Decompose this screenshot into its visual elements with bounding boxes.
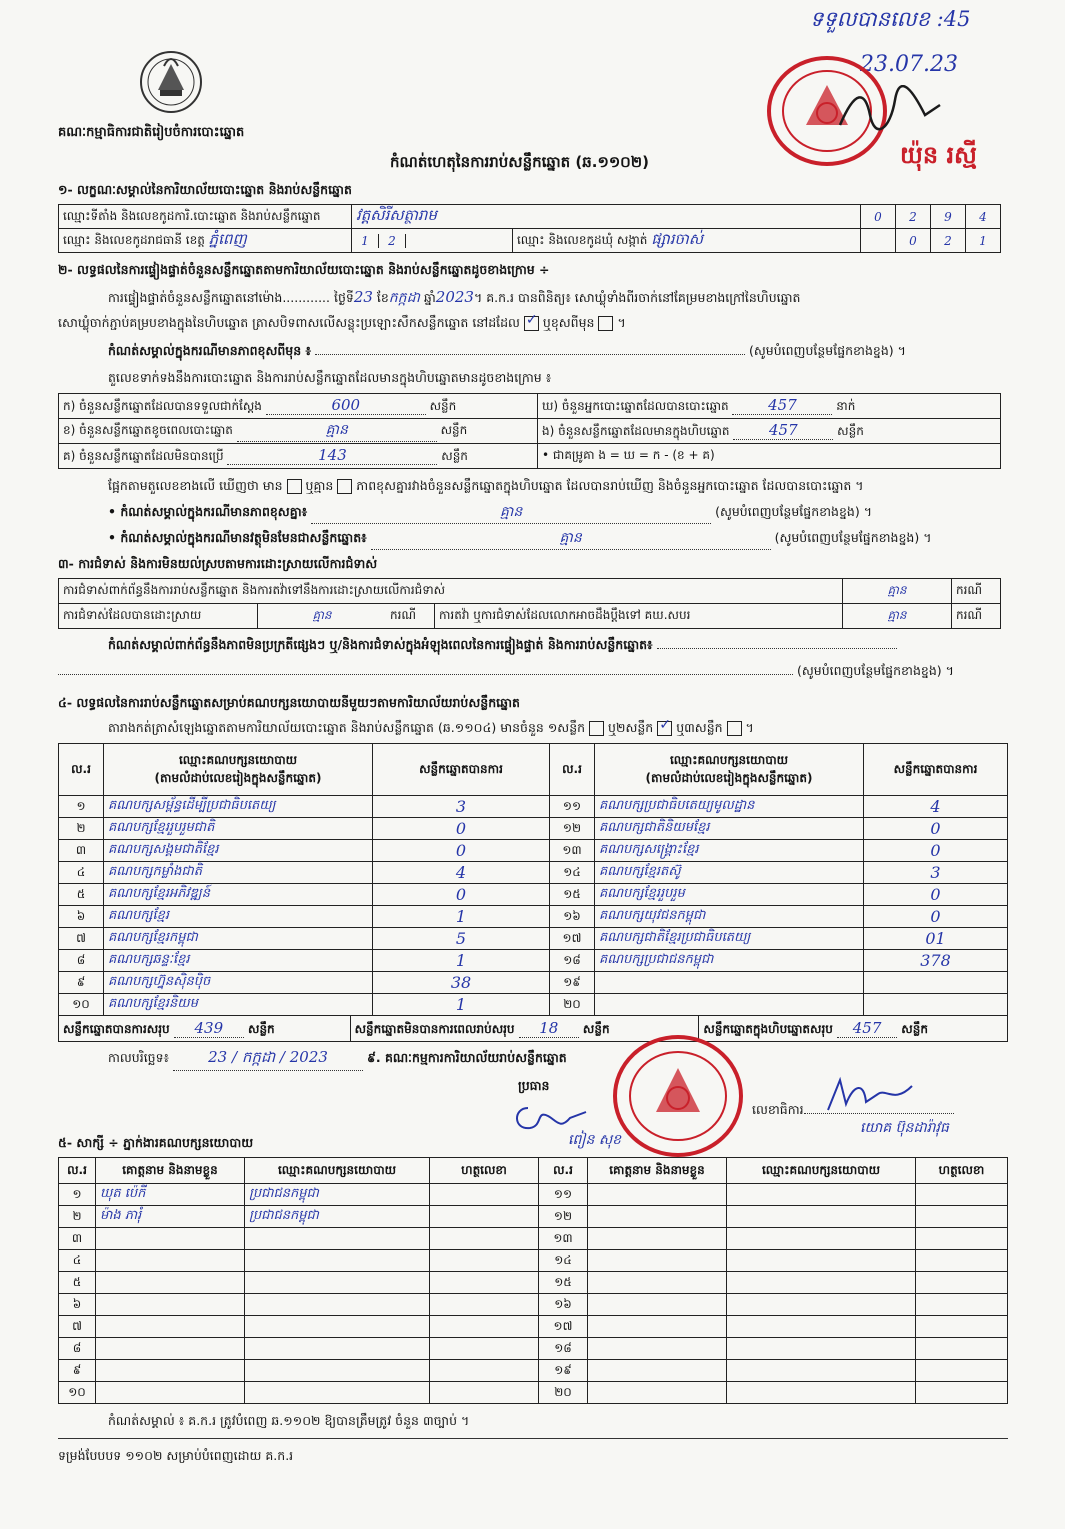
witness-name <box>588 1272 727 1294</box>
committee-red-seal <box>612 1034 744 1158</box>
witness-name <box>96 1228 245 1250</box>
witness-party <box>727 1360 916 1382</box>
witness-name <box>588 1294 727 1316</box>
witness-signature <box>430 1338 539 1360</box>
party-votes: 3 <box>373 796 550 818</box>
witness-row <box>59 1250 1008 1272</box>
one-sheet-checkbox[interactable] <box>589 721 604 736</box>
witness-signature <box>916 1206 1008 1228</box>
witness-signature <box>430 1382 539 1404</box>
party-number: ១១ <box>550 796 595 818</box>
party-name: គណបក្សសង្គ្រោះខ្មែរ <box>595 840 864 862</box>
party-votes: 3 <box>864 862 1008 884</box>
discrepancy-note-value: គ្មាន <box>311 502 711 524</box>
discrepancy-line: ផ្អែកតាមតួលេខខាងលើ ឃើញថា មាន ឬគ្មាន ភាពខុសគ្នារវាងចំនួនសន្លឹកឆ្នោតក្នុងហិបឆ្នោត ដែលបានរាប់ឃើញ និងចំនួនអ្នកបោះឆ្នោត ដែលបានបោះឆ្នោត ។ <box>108 478 864 493</box>
witness-signature <box>916 1184 1008 1206</box>
figures-intro: តួលេខទាក់ទងនឹងការបោះឆ្នោត និងការរាប់សន្លឹកឆ្នោតដែលមានក្នុងហិបឆ្នោតមានដូចខាងក្រោម ៖ <box>108 370 552 385</box>
party-votes: 1 <box>373 994 550 1016</box>
party-name: គណបក្សយុវជនកម្ពុជា <box>595 906 864 928</box>
objection-label: ការជំទាស់ពាក់ព័ន្ធនឹងការរាប់សន្លឹកឆ្នោត និងការតវ៉ាទៅនឹងការដោះស្រាយលើការជំទាស់ <box>59 579 843 604</box>
section1-heading: ១- លក្ខណៈសម្គាល់នៃការិយាល័យបោះឆ្នោត និងរាប់សន្លឹកឆ្នោត <box>58 182 352 197</box>
witness-name <box>588 1338 727 1360</box>
result-row <box>59 928 1008 950</box>
nec-emblem-icon <box>138 46 204 116</box>
witness-row <box>59 1272 1008 1294</box>
party-name: គណបក្សប្រជាជនកម្ពុជា <box>595 950 864 972</box>
witness-number: ១៤ <box>539 1250 588 1272</box>
unused-ballots-value: 143 <box>227 446 437 465</box>
witness-row <box>59 1228 1008 1250</box>
witness-party <box>727 1184 916 1206</box>
secretary-line: លេខាធិការ <box>752 1102 954 1121</box>
witness-number: ១២ <box>539 1206 588 1228</box>
witness-name <box>588 1316 727 1338</box>
witness-signature <box>916 1272 1008 1294</box>
party-votes: 0 <box>373 818 550 840</box>
witness-table: ល.រ គោត្តនាម និងនាមខ្លួន ឈ្មោះគណបក្សនយោបាយ ហត្ថលេខា ល.រ គោត្តនាម និងនាមខ្លួន ឈ្មោះគណបក្សនយោបាយ ហត្ថលេខា ១ ឃុត ប៉េកី ប្រជាជនកម្ពុជា ១១ ២ ម៉ាង ភារុំ ប្រជាជនកម្ពុជា ១២ ៣ ១៣ ៤ ១៤ ៥ ១៥ ៦ ១៦ ៧ ១៧ ៨ ១៨ ៩ ១៩ ១០ ២០ <box>58 1157 1008 1404</box>
party-votes: 0 <box>864 840 1008 862</box>
resolved-objection-value: គ្មាន <box>258 604 387 629</box>
party-number: ៨ <box>59 950 104 972</box>
received-note: ទទួលបានលេខ :45 <box>810 7 971 31</box>
witness-party: ប្រជាជនកម្ពុជា <box>245 1184 430 1206</box>
witness-party <box>245 1228 430 1250</box>
results-table: ល.រ ឈ្មោះគណបក្សនយោបាយ (តាមលំដាប់លេខរៀងក្នុងសន្លឹកឆ្នោត) សន្លឹកឆ្នោតបានការ ល.រ ឈ្មោះគណបក្សនយោបាយ (តាមលំដាប់លេខរៀងក្នុងសន្លឹកឆ្នោត) សន្លឹកឆ្នោតបានការ ១ គណបក្សសម្ព័ន្ធដើម្បីប្រជាធិបតេយ្យ 3 ១១ គណបក្សប្រជាធិបតេយ្យមូលដ្ឋាន 4 ២ គណបក្សខ្មែររួបរួមជាតិ 0 ១២ គណបក្សជាតិនិយមខ្មែរ 0 ៣ គណបក្សសង្គមជាតិខ្មែរ 0 ១៣ គណបក្សសង្គ្រោះខ្មែរ 0 ៤ គណបក្សកម្លាំងជាតិ 4 ១៤ គណបក្សខ្មែរតស៊ូ 3 ៥ គណបក្សខ្មែរអភិវឌ្ឍន៍ 0 ១៥ គណបក្សខ្មែររួបរួម 0 ៦ គណបក្សខ្មែរ 1 ១៦ គណបក្សយុវជនកម្ពុជា 0 ៧ គណបក្សខ្មែរកម្ពុជា 5 ១៧ គណបក្សជាតិខ្មែរប្រជាធិបតេយ្យ 01 ៨ គណបក្សឆន្ទៈខ្មែរ 1 ១៨ គណបក្សប្រជាជនកម្ពុជា 378 ៩ គណបក្សហ្វ៊ុនស៊ិនប៉ិច 38 ១៩ ១០ គណបក្សខ្មែរនិយម 1 ២០ <box>58 743 1008 1016</box>
result-row <box>59 906 1008 928</box>
party-name: គណបក្សសង្គមជាតិខ្មែរ <box>104 840 373 862</box>
witness-party <box>245 1338 430 1360</box>
witness-number: ១៣ <box>539 1228 588 1250</box>
witness-name: ម៉ាង ភារុំ <box>96 1206 245 1228</box>
verify-day: 23 <box>353 288 373 306</box>
result-row <box>59 972 1008 994</box>
party-number: ៣ <box>59 840 104 862</box>
total-in-box-value: 457 <box>837 1019 897 1038</box>
party-number: ៥ <box>59 884 104 906</box>
party-votes <box>864 972 1008 994</box>
seal-intact-checkbox[interactable] <box>524 316 539 331</box>
party-votes: 1 <box>373 950 550 972</box>
party-number: ១ <box>59 796 104 818</box>
witness-number: ៤ <box>59 1250 96 1272</box>
party-number: ១៧ <box>550 928 595 950</box>
witness-party <box>727 1382 916 1404</box>
location-code-4: 4 <box>966 205 1001 229</box>
form-footer: ទម្រង់បែបបទ ១១០២ សម្រាប់បំពេញដោយ គ.ក.រ <box>58 1448 294 1463</box>
receiver-signature <box>835 85 945 135</box>
party-votes: 0 <box>864 906 1008 928</box>
witness-row <box>59 1316 1008 1338</box>
witness-name <box>588 1206 727 1228</box>
voters-value: 457 <box>732 396 832 415</box>
witness-signature <box>430 1184 539 1206</box>
witness-name <box>96 1250 245 1272</box>
party-number: ១៤ <box>550 862 595 884</box>
party-votes: 01 <box>864 928 1008 950</box>
box-ballots-row: ង) ចំនួនសន្លឹកឆ្នោតដែលមានក្នុងហិបឆ្នោត 457 សន្លឹក <box>538 419 1001 444</box>
result-row <box>59 994 1008 1016</box>
witness-party <box>245 1360 430 1382</box>
party-name: គណបក្សប្រជាធិបតេយ្យមូលដ្ឋាន <box>595 796 864 818</box>
province-code-2: 2 <box>379 234 406 248</box>
party-name: គណបក្សខ្មែររួបរួម <box>595 884 864 906</box>
party-name <box>595 972 864 994</box>
section2-heading: ២- លទ្ធផលនៃការផ្ទៀងផ្ទាត់ចំនួនសន្លឹកឆ្នោតតាមការិយាល័យបោះឆ្នោត និងរាប់សន្លឹកឆ្នោតដូចខាងក្រោម ÷ <box>58 262 550 277</box>
difference-note: កំណត់សម្គាល់ក្នុងករណីមានភាពខុសពីមុន ៖ (សូមបំពេញបន្ថែមផ្នែកខាងខ្នង) ។ <box>108 343 906 358</box>
appeal-value: គ្មាន <box>843 604 952 629</box>
box-ballots-value: 457 <box>733 421 833 440</box>
witness-number: ១៦ <box>539 1294 588 1316</box>
party-number: ៩ <box>59 972 104 994</box>
witness-number: ៩ <box>59 1360 96 1382</box>
witness-name <box>588 1184 727 1206</box>
commune-value: ផ្សារចាស់ <box>651 229 704 248</box>
total-valid: សន្លឹកឆ្នោតបានការសរុប 439 សន្លឹក <box>59 1016 351 1042</box>
party-number: ៧ <box>59 928 104 950</box>
irregularity-note-suffix: (សូមបំពេញបន្ថែមផ្នែកខាងខ្នង) ។ <box>796 663 954 678</box>
party-votes <box>864 994 1008 1016</box>
foreign-object-value: គ្មាន <box>371 528 771 550</box>
total-valid-value: 439 <box>174 1019 244 1038</box>
witness-signature <box>916 1228 1008 1250</box>
total-in-box: សន្លឹកឆ្នោតក្នុងហិបឆ្នោតសរុប 457 សន្លឹក <box>699 1016 1008 1042</box>
location-code-2: 2 <box>896 205 931 229</box>
witness-number: ៥ <box>59 1272 96 1294</box>
party-name: គណបក្សខ្មែររួបរួមជាតិ <box>104 818 373 840</box>
province-value: ភ្នំពេញ <box>208 229 247 248</box>
location-code-3: 9 <box>931 205 966 229</box>
party-votes: 4 <box>373 862 550 884</box>
province-label: ឈ្មោះ និងលេខកូដរាជធានី ខេត្ត ភ្នំពេញ <box>59 229 352 253</box>
witness-party <box>727 1316 916 1338</box>
party-votes: 0 <box>373 884 550 906</box>
witness-name <box>96 1360 245 1382</box>
chair-label: ប្រធាន <box>518 1078 550 1093</box>
witness-number: ១៧ <box>539 1316 588 1338</box>
party-name: គណបក្សខ្មែរ <box>104 906 373 928</box>
chair-name: ពៀន សុខ <box>568 1132 622 1148</box>
spoiled-ballots-row: ខ) ចំនួនសន្លឹកឆ្នោតខូចពេលបោះឆ្នោត គ្មាន សន្លឹក <box>59 419 538 444</box>
province-code-1: 1 <box>352 234 379 248</box>
witness-number: ២ <box>59 1206 96 1228</box>
result-row <box>59 840 1008 862</box>
section4-heading: ៤- លទ្ធផលនៃការរាប់សន្លឹកឆ្នោតសម្រាប់គណបក្សនយោបាយនីមួយៗតាមការិយាល័យរាប់សន្លឹកឆ្នោត <box>58 695 520 710</box>
section3-heading: ៣- ការជំទាស់ និងការមិនយល់ស្របតាមការដោះស្រាយលើការជំទាស់ <box>58 556 378 571</box>
party-name: គណបក្សជាតិនិយមខ្មែរ <box>595 818 864 840</box>
witness-party <box>727 1228 916 1250</box>
party-number: ៦ <box>59 906 104 928</box>
witness-signature <box>430 1250 539 1272</box>
witness-name <box>588 1360 727 1382</box>
witness-signature <box>916 1250 1008 1272</box>
party-number: ១២ <box>550 818 595 840</box>
witness-party: ប្រជាជនកម្ពុជា <box>245 1206 430 1228</box>
witness-signature <box>430 1228 539 1250</box>
committee-name: គណៈកម្មាធិការជាតិរៀបចំការបោះឆ្នោត <box>58 125 245 140</box>
secretary-name: យោគ ប៊ុនដារ៉ាវុធ <box>860 1120 949 1136</box>
witness-row <box>59 1338 1008 1360</box>
party-name: គណបក្សហ្វ៊ុនស៊ិនប៉ិច <box>104 972 373 994</box>
sheet-count-line: តារាងកត់ត្រាសំឡេងឆ្នោតតាមការិយាល័យបោះឆ្នោត និងរាប់សន្លឹកឆ្នោត (ឆ.១១០៤) មានចំនួន ១សន្លឹក ឬ២សន្លឹក ✓ ឬ៣សន្លឹក ។ <box>108 720 754 739</box>
section1-table <box>58 204 1001 253</box>
party-number: ១៥ <box>550 884 595 906</box>
discrepancy-yes-checkbox[interactable] <box>287 479 302 494</box>
witness-name: ឃុត ប៉េកី <box>96 1184 245 1206</box>
witness-name <box>96 1294 245 1316</box>
witness-number: ១៩ <box>539 1360 588 1382</box>
witness-number: ១០ <box>59 1382 96 1404</box>
resolved-objection-label: ការជំទាស់ដែលបានដោះស្រាយ <box>59 604 258 629</box>
voters-row: ឃ) ចំនួនអ្នកបោះឆ្នោតដែលបានបោះឆ្នោត 457 នាក់ <box>538 394 1001 419</box>
witness-party <box>245 1272 430 1294</box>
party-name: គណបក្សខ្មែរអភិវឌ្ឍន៍ <box>104 884 373 906</box>
witness-number: ៧ <box>59 1316 96 1338</box>
foreign-object-note: • កំណត់សម្គាល់ក្នុងករណីមានវត្ថុមិនមែនជាសន្លឹកឆ្នោត៖ គ្មាន (សូមបំពេញបន្ថែមផ្នែកខាងខ្នង) ។ <box>108 528 931 550</box>
result-row <box>59 950 1008 972</box>
commune-code-2: 2 <box>931 229 966 253</box>
appeal-label: ការតវ៉ា ឬការជំទាស់ដែលលោកអាចដឹងប្ដឹងទៅ គឃ.សបរ <box>435 604 843 629</box>
party-name: គណបក្សឆន្ទៈខ្មែរ <box>104 950 373 972</box>
party-name: គណបក្សខ្មែរតស៊ូ <box>595 862 864 884</box>
witness-name <box>96 1272 245 1294</box>
commune-code-3: 1 <box>966 229 1001 253</box>
party-name: គណបក្សខ្មែរកម្ពុជា <box>104 928 373 950</box>
party-number: ១៨ <box>550 950 595 972</box>
irregularity-note: កំណត់សម្គាល់ពាក់ព័ន្ធនឹងភាពមិនប្រក្រតីផ្សេងៗ ឬ/និងការជំទាស់ក្នុងអំឡុងពេលនៃការផ្ទៀងផ្ទាត់ និងការរាប់សន្លឹកឆ្នោត៖ <box>108 637 897 656</box>
party-votes: 38 <box>373 972 550 994</box>
witness-signature <box>916 1316 1008 1338</box>
location-label: ឈ្មោះទីតាំង និងលេខកូដការិ.បោះឆ្នោត និងរាប់សន្លឹកឆ្នោត <box>59 205 352 229</box>
party-votes: 1 <box>373 906 550 928</box>
witness-signature <box>916 1338 1008 1360</box>
witness-number: ២០ <box>539 1382 588 1404</box>
result-row <box>59 818 1008 840</box>
party-votes: 0 <box>864 818 1008 840</box>
party-votes: 378 <box>864 950 1008 972</box>
party-name <box>595 994 864 1016</box>
witness-signature <box>430 1294 539 1316</box>
date-line: កាលបរិច្ឆេទ៖ 23 / កក្កដា / 2023 ៩. គណៈកម្មការការិយាល័យរាប់សន្លឹកឆ្នោត <box>108 1048 567 1071</box>
witness-party <box>245 1294 430 1316</box>
witness-signature <box>916 1382 1008 1404</box>
discrepancy-no-checkbox[interactable] <box>337 479 352 494</box>
party-votes: 4 <box>864 796 1008 818</box>
commune-label: ឈ្មោះ និងលេខកូដឃុំ សង្កាត់ ផ្សារចាស់ <box>513 229 861 253</box>
witness-name <box>588 1382 727 1404</box>
ballot-figures-table <box>58 393 1001 469</box>
three-sheet-checkbox[interactable] <box>727 721 742 736</box>
witness-row <box>59 1294 1008 1316</box>
seal-changed-checkbox[interactable] <box>598 316 613 331</box>
spoiled-ballots-value: គ្មាន <box>237 420 437 442</box>
witness-number: ១ <box>59 1184 96 1206</box>
footer-note: កំណត់សម្គាល់ ៖ គ.ក.រ ត្រូវបំពេញ ឆ.១១០២ ឱ្យបានត្រឹមត្រូវ ចំនួន ៣ច្បាប់ ។ <box>108 1413 470 1428</box>
seal-status-line: សោឃ្លុំចាក់ភ្ជាប់គម្របខាងក្នុងនៃហិបឆ្នោត ត្រាសបិទពាសលើសន្លុះប្រឡោះសឹកសន្លឹកឆ្នោត នៅដដែល ✓ ឬខុសពីមុន ។ <box>58 315 626 334</box>
witness-number: ១៨ <box>539 1338 588 1360</box>
party-votes: 0 <box>373 840 550 862</box>
party-number: ១៦ <box>550 906 595 928</box>
objections-table: ការជំទាស់ពាក់ព័ន្ធនឹងការរាប់សន្លឹកឆ្នោត និងការតវ៉ាទៅនឹងការដោះស្រាយលើការជំទាស់ គ្មាន ករណី ការជំទាស់ដែលបានដោះស្រាយ គ្មាន ករណី ការតវ៉ា ឬការជំទាស់ដែលលោកអាចដឹងប្ដឹងទៅ គឃ.សបរ គ្មាន ករណី <box>58 578 1001 629</box>
verify-month: កក្កដា <box>388 290 420 306</box>
witness-row <box>59 1360 1008 1382</box>
witness-signature <box>430 1316 539 1338</box>
witness-number: ៣ <box>59 1228 96 1250</box>
witness-party <box>727 1338 916 1360</box>
witness-name <box>96 1338 245 1360</box>
totals-table <box>58 1015 1008 1042</box>
witness-party <box>245 1382 430 1404</box>
witness-row <box>59 1382 1008 1404</box>
objection-value: គ្មាន <box>843 579 952 604</box>
witness-number: ១៥ <box>539 1272 588 1294</box>
witness-party <box>245 1250 430 1272</box>
witness-name <box>588 1250 727 1272</box>
secretary-signature <box>820 1074 920 1118</box>
two-sheet-checkbox[interactable] <box>657 721 672 736</box>
party-name: គណបក្សខ្មែរនិយម <box>104 994 373 1016</box>
location-value: វត្តសិរីសត្ថារាម <box>352 205 861 229</box>
witness-party <box>727 1272 916 1294</box>
party-number: ២០ <box>550 994 595 1016</box>
witness-signature <box>430 1360 539 1382</box>
witness-signature <box>916 1294 1008 1316</box>
received-ballots-value: 600 <box>266 396 426 415</box>
unused-ballots-row: គ) ចំនួនសន្លឹកឆ្នោតដែលមិនបានប្រើ 143 សន្លឹក <box>59 444 538 469</box>
party-votes: 5 <box>373 928 550 950</box>
witness-row <box>59 1206 1008 1228</box>
witness-name <box>588 1228 727 1250</box>
witness-party <box>727 1294 916 1316</box>
party-number: ១៩ <box>550 972 595 994</box>
discrepancy-note: • កំណត់សម្គាល់ក្នុងករណីមានភាពខុសគ្នា៖ គ្មាន (សូមបំពេញបន្ថែមផ្នែកខាងខ្នង) ។ <box>108 502 872 524</box>
witness-number: ៨ <box>59 1338 96 1360</box>
footer-divider <box>58 1438 1008 1439</box>
party-name: គណបក្សកម្លាំងជាតិ <box>104 862 373 884</box>
result-row <box>59 796 1008 818</box>
witness-party <box>727 1250 916 1272</box>
witness-signature <box>916 1360 1008 1382</box>
date-value: 23 / កក្កដា / 2023 <box>173 1048 363 1071</box>
section5-heading: ៥- សាក្សី ÷ ភ្នាក់ងារគណបក្សនយោបាយ <box>58 1135 254 1150</box>
witness-name <box>96 1382 245 1404</box>
witness-row <box>59 1184 1008 1206</box>
document-title: កំណត់ហេតុនៃការរាប់សន្លឹកឆ្នោត (ឆ.១១០២) <box>390 153 650 171</box>
result-row <box>59 884 1008 906</box>
party-name: គណបក្សជាតិខ្មែរប្រជាធិបតេយ្យ <box>595 928 864 950</box>
party-number: ២ <box>59 818 104 840</box>
witness-name <box>96 1316 245 1338</box>
formula-row: • ជាគម្រូគា ង = ឃ = ក - (ខ + គ) <box>538 444 1001 469</box>
party-votes: 0 <box>864 884 1008 906</box>
witness-signature <box>430 1272 539 1294</box>
witness-number: ៦ <box>59 1294 96 1316</box>
party-number: ១៣ <box>550 840 595 862</box>
result-row <box>59 862 1008 884</box>
commune-code-1: 0 <box>896 229 931 253</box>
witness-party <box>727 1206 916 1228</box>
verification-line: ការផ្ទៀងផ្ទាត់ចំនួនសន្លឹកឆ្នោតនៅម៉ោង............ ថ្ងៃទី23 ខែកក្កដា ឆ្នាំ2023។ គ.ក.រ បានពិនិត្យ៖ សោឃ្លុំទាំងពីរចាក់នៅគែម្រមខាងក្រៅនៃហិបឆ្នោត <box>108 288 801 306</box>
received-ballots-row: ក) ចំនួនសន្លឹកឆ្នោតដែលបានទទួលជាក់ស្តែង 600 សន្លឹក <box>59 394 538 419</box>
party-number: ៤ <box>59 862 104 884</box>
witness-party <box>245 1316 430 1338</box>
party-name: គណបក្សសម្ព័ន្ធដើម្បីប្រជាធិបតេយ្យ <box>104 796 373 818</box>
location-code-1: 0 <box>861 205 896 229</box>
verify-year: 2023 <box>435 288 474 306</box>
received-date: 23.07.23 <box>860 52 958 77</box>
witness-number: ១១ <box>539 1184 588 1206</box>
witness-signature <box>430 1206 539 1228</box>
total-invalid: សន្លឹកឆ្នោតមិនបានការពេលរាប់សរុប 18 សន្លឹក <box>350 1016 699 1042</box>
party-number: ១០ <box>59 994 104 1016</box>
total-invalid-value: 18 <box>519 1019 579 1038</box>
province-code <box>352 229 513 253</box>
receiver-name: យ៉ុន រស្មី <box>900 140 977 169</box>
